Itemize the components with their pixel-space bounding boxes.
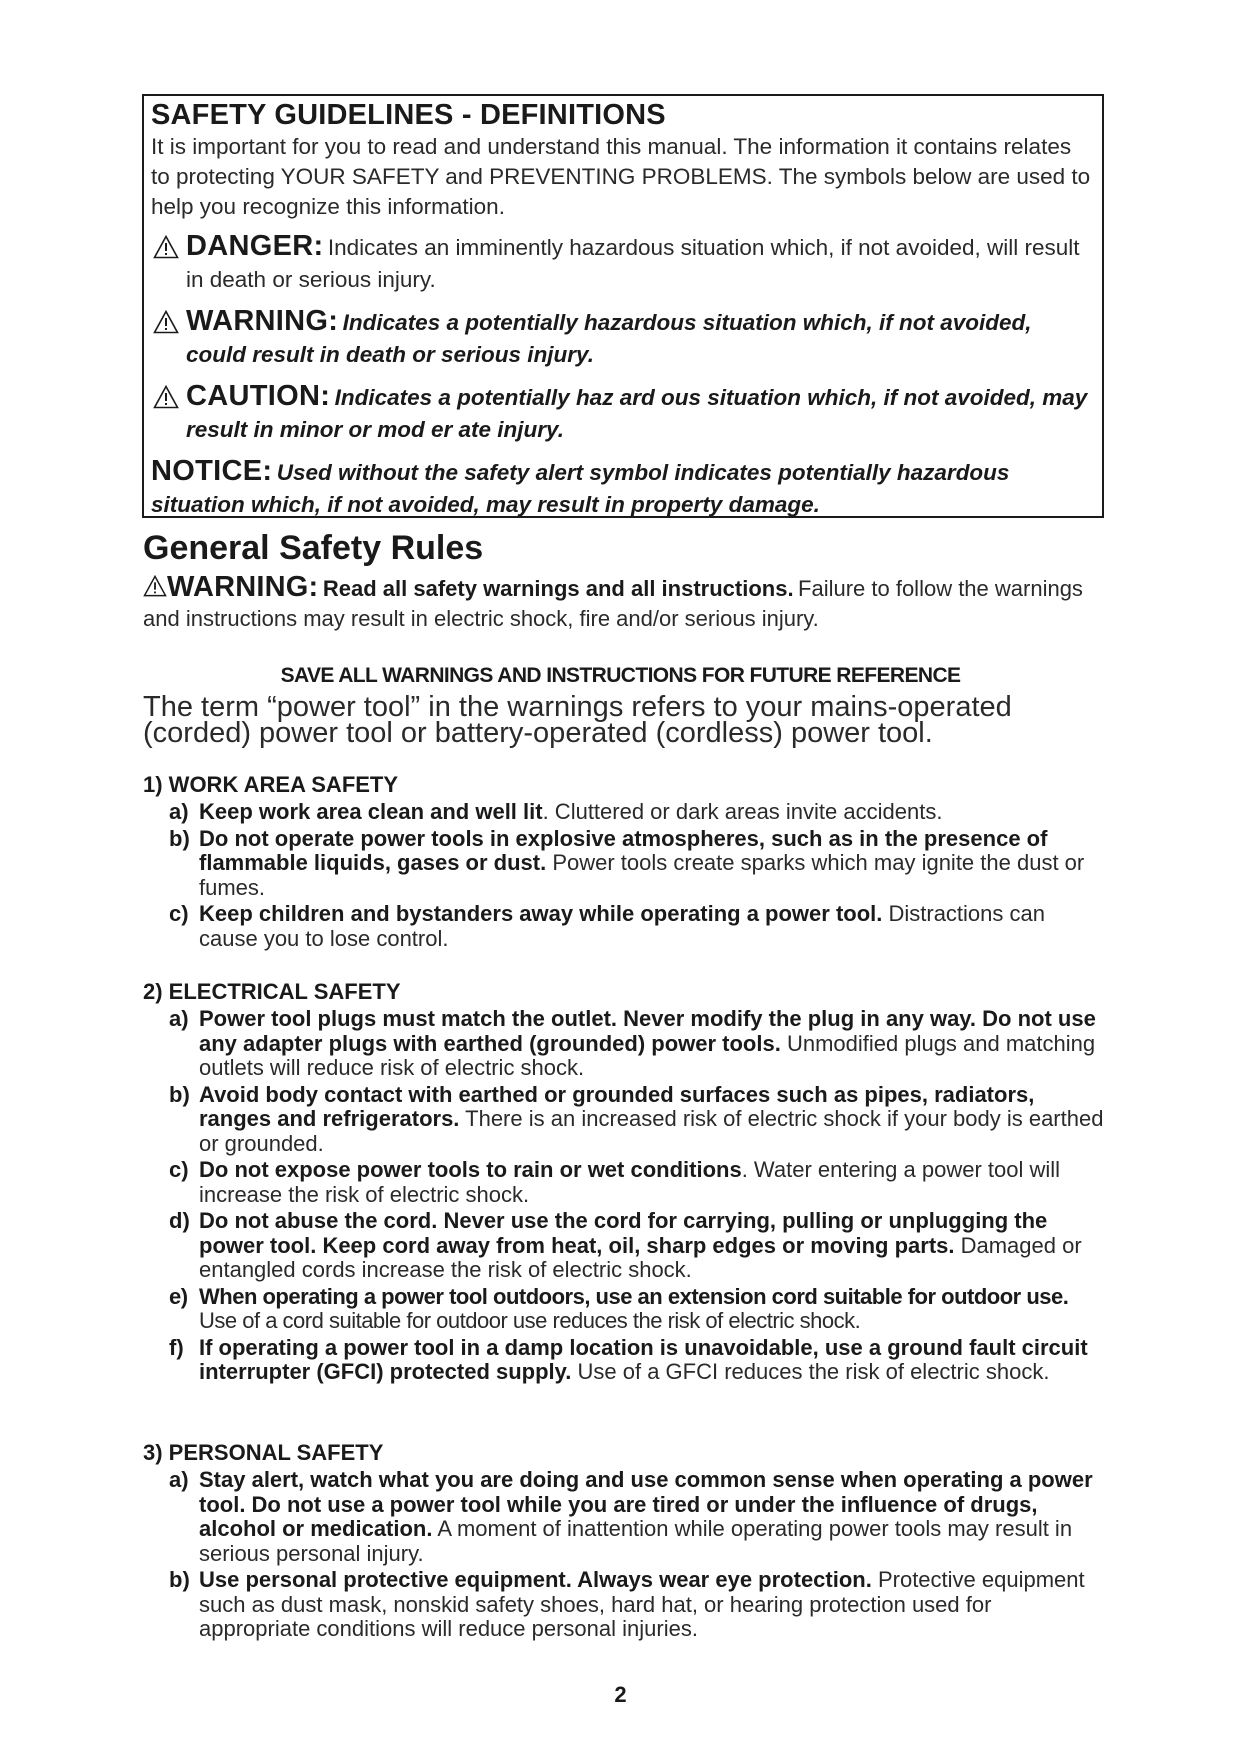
safety-alert-icon xyxy=(153,385,179,409)
page-number: 2 xyxy=(614,1682,627,1707)
warning-text: Indicates a potentially hazardous situation which, if not avoided, could result in death or serious injury. xyxy=(186,310,1032,367)
warning-keyword: WARNING: xyxy=(186,305,339,337)
general-warning-bold: Read all safety warnings and all instructions. xyxy=(322,576,794,601)
notice-text: Used without the safety alert symbol indicates potentially hazardous situation which, if not avoided, may result in property damage. xyxy=(151,460,1010,517)
list-item: a) Keep work area clean and well lit. Cluttered or dark areas invite accidents. xyxy=(169,799,943,824)
list-item: a) Power tool plugs must match the outlet. Never modify the plug in any way. Do not use any adapter plugs with earthed (grounded) power tools. Unmodified plugs and matching outlets will reduce risk of electric shock. xyxy=(169,1006,1096,1080)
personal-safety-section xyxy=(143,1440,1108,1642)
list-item: c) Do not expose power tools to rain or wet conditions. Water entering a power tool will increase the risk of electric shock. xyxy=(169,1157,1061,1207)
list-item: b) Avoid body contact with earthed or grounded surfaces such as pipes, radiators, ranges and refrigerators. There is an increased risk of electric shock if your body is earthed or grounded. xyxy=(169,1081,1104,1156)
danger-text: Indicates an imminently hazardous situation which, if not avoided, will result in death or serious injury. xyxy=(186,235,1080,292)
general-safety-rules-title: General Safety Rules xyxy=(143,529,484,567)
work-area-safety-section xyxy=(143,772,1108,951)
power-tool-term-definition: The term “power tool” in the warnings refers to your mains-operated (corded) power tool or battery-operated (cordless) power tool. xyxy=(143,691,1012,749)
section-heading: 3) PERSONAL SAFETY xyxy=(143,1440,384,1465)
safety-alert-icon xyxy=(153,235,179,259)
danger-definition xyxy=(151,232,1096,297)
definitions-title: SAFETY GUIDELINES - DEFINITIONS xyxy=(151,99,666,131)
list-item: f) If operating a power tool in a damp location is unavoidable, use a ground fault circuit interrupter (GFCI) protected supply. Use of a GFCI reduces the risk of electric shock. xyxy=(169,1334,1088,1384)
list-item: a) Stay alert, watch what you are doing and use common sense when operating a power tool. Do not use a power tool while you are tired or under the influence of drugs, alcohol or medication. A moment of inattention while operating power tools may result in serious personal injury. xyxy=(169,1467,1093,1566)
list-item: c) Keep children and bystanders away while operating a power tool. Distractions can cause you to lose control. xyxy=(169,901,1045,951)
caution-definition xyxy=(151,382,1096,447)
caution-keyword: CAUTION: xyxy=(186,380,331,412)
save-instructions-heading: SAVE ALL WARNINGS AND INSTRUCTIONS FOR FUTURE REFERENCE xyxy=(280,664,961,687)
list-item: b) Use personal protective equipment. Always wear eye protection. Protective equipment such as dust mask, nonskid safety shoes, hard hat, or hearing protection used for appropriate conditions will reduce personal injuries. xyxy=(169,1567,1085,1641)
safety-definitions-box xyxy=(142,94,1104,518)
danger-keyword: DANGER: xyxy=(186,230,324,262)
warning-definition xyxy=(151,307,1096,372)
section-heading: 1) WORK AREA SAFETY xyxy=(143,772,399,797)
safety-alert-icon xyxy=(153,310,179,334)
definitions-intro: It is important for you to read and understand this manual. The information it contains relates to protecting YOUR SAFETY and PREVENTING PROBLEMS. The symbols below are used to help you recognize this information. xyxy=(151,134,1091,219)
general-warning-text: Failure to follow the warnings and instructions may result in electric shock, fire and/or serious injury. xyxy=(143,576,1083,631)
list-item: e) When operating a power tool outdoors, use an extension cord suitable for outdoor use. Use of a cord suitable for outdoor use reduces the risk of electric shock. xyxy=(169,1283,1069,1333)
general-warning-keyword: WARNING: xyxy=(167,571,319,603)
electrical-safety-section xyxy=(143,979,1108,1385)
caution-text: Indicates a potentially haz ard ous situation which, if not avoided, may result in minor or mod er ate injury. xyxy=(186,385,1088,442)
safety-alert-icon xyxy=(143,575,167,597)
notice-keyword: NOTICE: xyxy=(151,455,273,487)
notice-definition xyxy=(151,457,1096,522)
list-item: d) Do not abuse the cord. Never use the cord for carrying, pulling or unplugging the power tool. Keep cord away from heat, oil, sharp edges or moving parts. Damaged or entangled cords increase the risk of electric shock. xyxy=(169,1208,1082,1282)
section-heading: 2) ELECTRICAL SAFETY xyxy=(143,979,401,1004)
list-item: b) Do not operate power tools in explosive atmospheres, such as in the presence of flammable liquids, gases or dust. Power tools create sparks which may ignite the dust or fumes. xyxy=(169,825,1085,900)
general-warning xyxy=(143,571,1103,635)
